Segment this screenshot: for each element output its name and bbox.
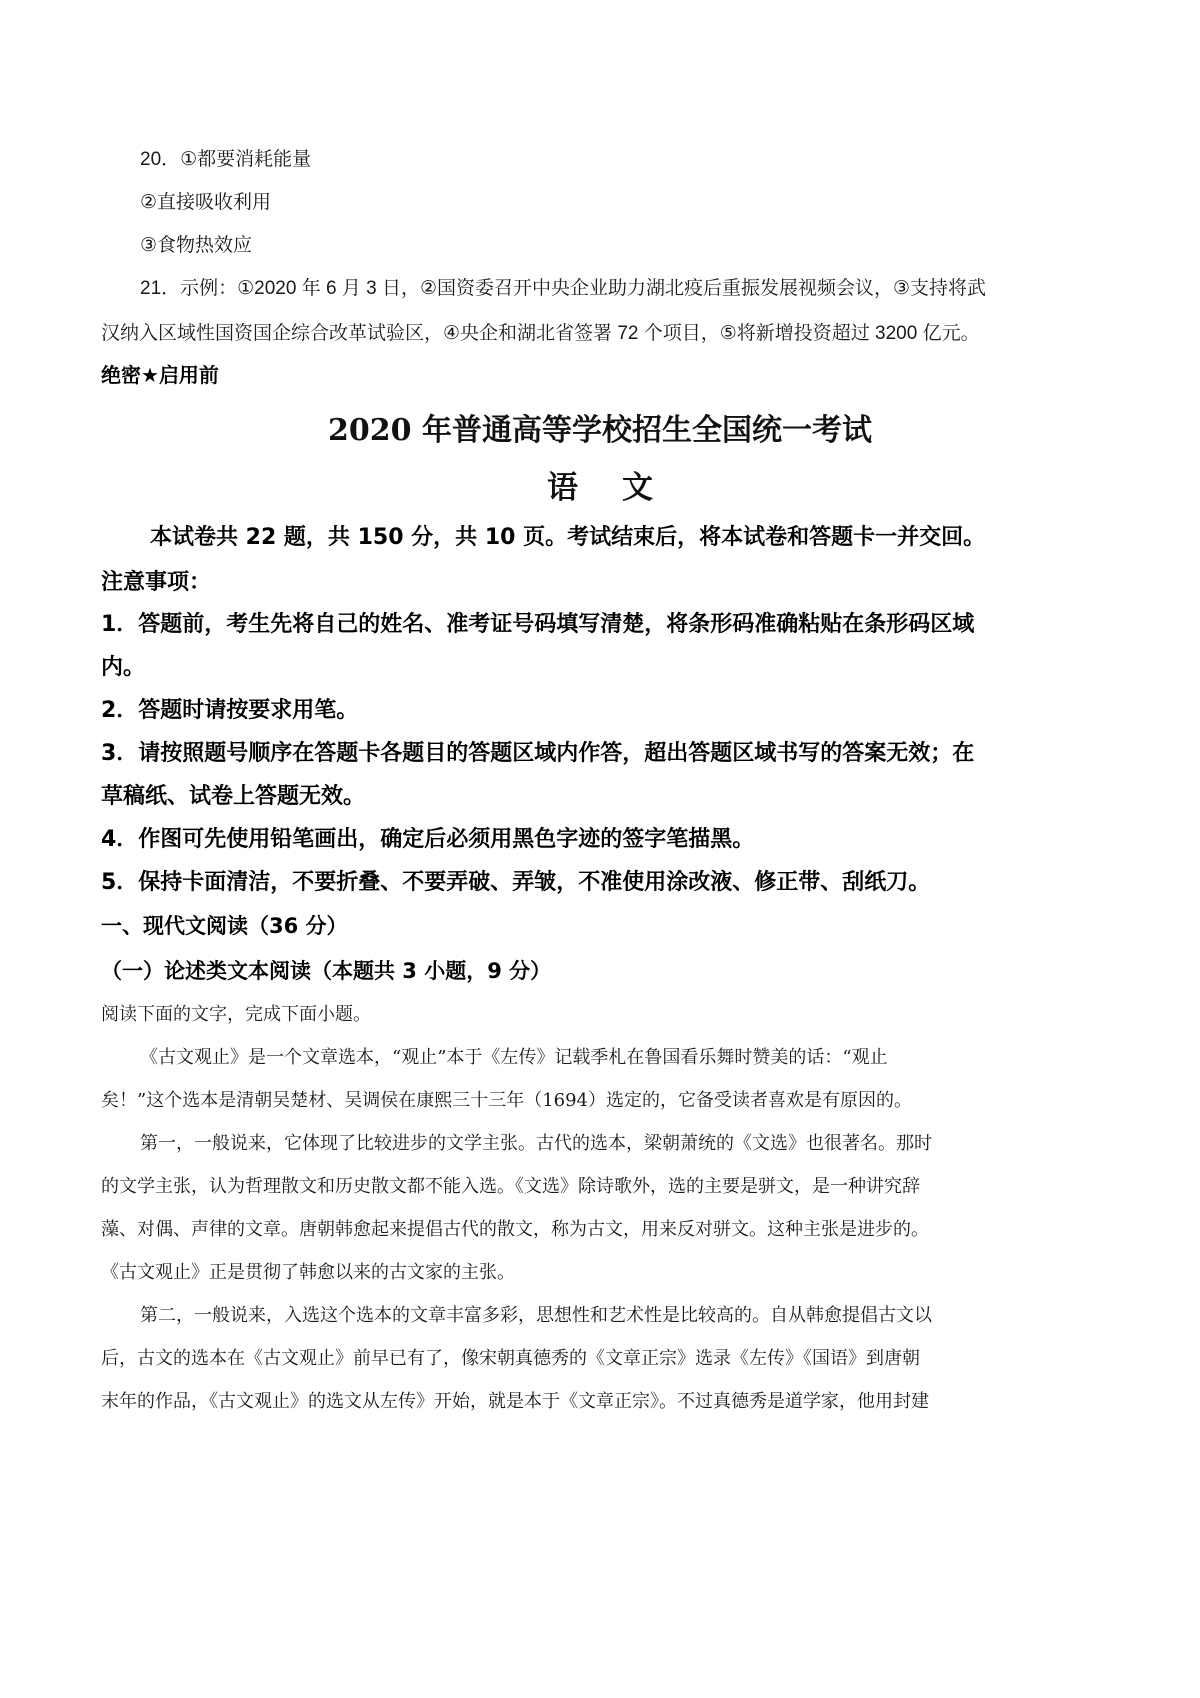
passage-line: 《古文观止》是一个文章选本，“观止”本于《左传》记载季札在鲁国看乐舞时赞美的话：“观止 [140,1047,888,1068]
passage-line: 第二，一般说来，入选这个选本的文章丰富多彩，思想性和艺术性是比较高的。自从韩愈提倡古文以 [140,1305,932,1326]
notice-heading: 注意事项： [101,570,212,595]
confidential-text: 绝密 [101,363,141,387]
notice-item: 4．作图可先使用铅笔画出，确定后必须用黑色字迹的签字笔描黑。 [101,827,755,852]
exam-intro: 本试卷共 22 题，共 150 分，共 10 页。考试结束后，将本试卷和答题卡一并交回。 [150,525,986,550]
reading-instruction: 阅读下面的文字，完成下面小题。 [101,1004,371,1025]
answer-20-2: ②直接吸收利用 [140,192,272,213]
confidential-label [101,359,219,388]
section-heading: 一、现代文阅读（36 分） [101,914,348,938]
passage-line: 末年的作品，《古文观止》的选文从左传》开始，就是本于《文章正宗》。不过真德秀是道学家，他用封建 [101,1391,929,1412]
star-icon: ★ [141,363,159,387]
notice-item: 草稿纸、试卷上答题无效。 [101,784,366,809]
exam-title: 2020 年普通高等学校招生全国统一考试 [328,413,872,448]
before-use-text: 启用前 [158,363,219,387]
answer-21-line2: 汉纳入区域性国资国企综合改革试验区，④央企和湖北省签署 72 个项目，⑤将新增投资超过 3200 亿元。 [101,323,980,344]
notice-item: 2．答题时请按要求用笔。 [101,698,359,723]
answer-20-1: 20．①都要消耗能量 [140,149,312,170]
subject-title: 语文 [547,470,697,506]
passage-line: 《古文观止》正是贯彻了韩愈以来的古文家的主张。 [101,1262,515,1283]
passage-line: 的文学主张，认为哲理散文和历史散文都不能入选。《文选》除诗歌外，选的主要是骈文，是一种讲究辞 [101,1176,920,1197]
answer-21-line1: 21．示例：①2020 年 6 月 3 日，②国资委召开中央企业助力湖北疫后重振发展视频会议，③支持将武 [140,278,987,299]
passage-line: 后，古文的选本在《古文观止》前早已有了，像宋朝真德秀的《文章正宗》选录《左传》《国语》到唐朝 [101,1348,920,1369]
passage-line: 第一，一般说来，它体现了比较进步的文学主张。古代的选本，梁朝萧统的《文选》也很著名。那时 [140,1133,932,1154]
notice-item: 内。 [101,655,146,680]
notice-item: 3．请按照题号顺序在答题卡各题目的答题区域内作答，超出答题区域书写的答案无效；在 [101,741,975,766]
passage-line: 藻、对偶、声律的文章。唐朝韩愈起来提倡古代的散文，称为古文，用来反对骈文。这种主张是进步的。 [101,1219,929,1240]
notice-item: 5．保持卡面清洁，不要折叠、不要弄破、弄皱，不准使用涂改液、修正带、刮纸刀。 [101,870,931,895]
subsection-heading: （一）论述类文本阅读（本题共 3 小题，9 分） [101,959,552,983]
passage-line: 矣！”这个选本是清朝吴楚材、吴调侯在康熙三十三年（1694）选定的，它备受读者喜欢是有原因的。 [101,1090,913,1111]
notice-item: 1．答题前，考生先将自己的姓名、准考证号码填写清楚，将条形码准确粘贴在条形码区域 [101,612,975,637]
answer-20-3: ③食物热效应 [140,235,253,256]
